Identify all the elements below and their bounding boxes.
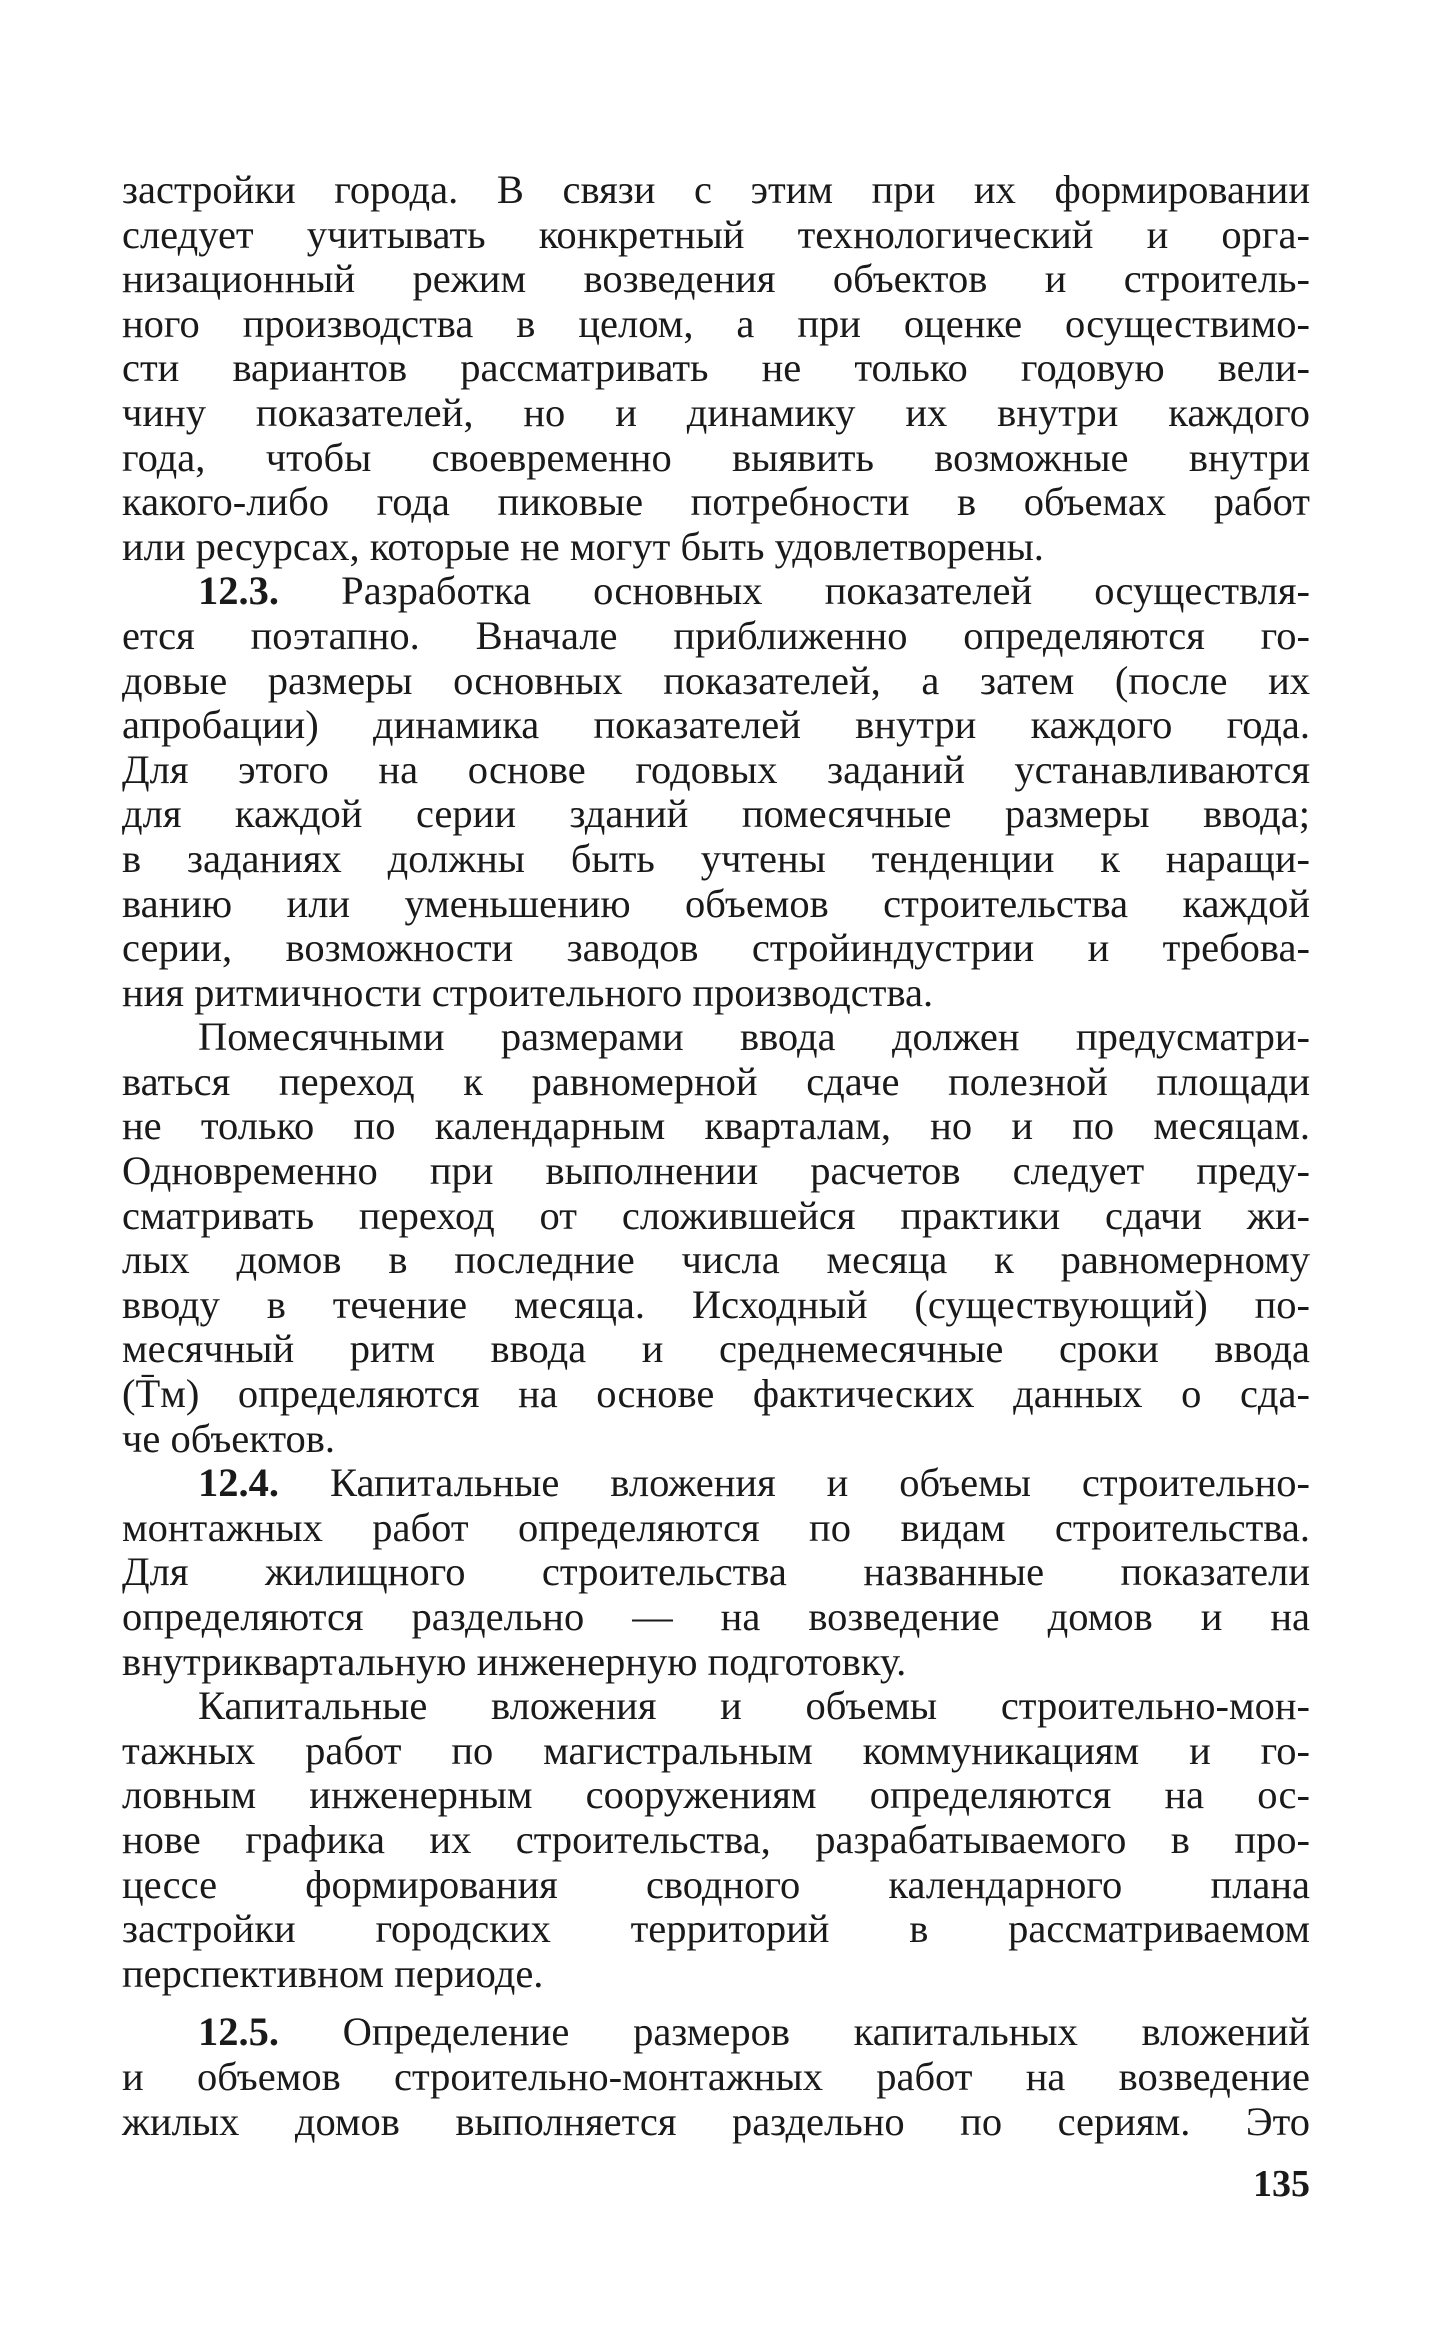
text-line: или ресурсах, которые не могут быть удовлетворены. <box>122 523 1044 569</box>
text-line: и объемов строительно-монтажных работ на возведение <box>122 2053 1310 2099</box>
text-line: ванию или уменьшению объемов строительства каждой <box>122 880 1310 926</box>
text-line: ния ритмичности строительного производства. <box>122 969 934 1015</box>
text-line: для каждой серии зданий помесячные размеры ввода; <box>122 791 1310 837</box>
text-line: (T̄м) определяются на основе фактических данных о сда- <box>122 1371 1310 1417</box>
page-body <box>122 168 1310 2144</box>
text-line: ется поэтапно. Вначале приближенно определяются го- <box>122 612 1310 658</box>
text-line <box>122 569 1310 614</box>
section-number: 12.5. <box>198 2009 279 2055</box>
paragraph-section-12-3 <box>122 569 1310 1015</box>
text-line: лых домов в последние числа месяца к равномерному <box>122 1237 1310 1283</box>
section-number: 12.4. <box>198 1460 279 1506</box>
text-line: довые размеры основных показателей, а затем (после их <box>122 657 1310 703</box>
paragraph-trunk-communications <box>122 1684 1310 1996</box>
text-line: месячный ритм ввода и среднемесячные сроки ввода <box>122 1326 1310 1372</box>
text-line: тажных работ по магистральным коммуникациям и го- <box>122 1727 1310 1773</box>
text-fragment: Капитальные вложения и объемы строительно- <box>279 1460 1310 1506</box>
text-line: застройки городских территорий в рассматриваемом <box>122 1906 1310 1952</box>
text-line: ловным инженерным сооружениям определяются на ос- <box>122 1772 1310 1818</box>
section-number: 12.3. <box>198 568 279 614</box>
text-line: Одновременно при выполнении расчетов следует преду- <box>122 1148 1310 1194</box>
text-line: сти вариантов рассматривать не только годовую вели- <box>122 345 1310 391</box>
text-line: какого-либо года пиковые потребности в объемах работ <box>122 479 1310 525</box>
page-number: 135 <box>1253 2163 1310 2205</box>
text-line: ного производства в целом, а при оценке осуществимо- <box>122 300 1310 346</box>
text-line: внутриквартальную инженерную подготовку. <box>122 1638 907 1684</box>
text-line: нове графика их строительства, разрабатываемого в про- <box>122 1816 1310 1862</box>
text-line: жилых домов выполняется раздельно по сериям. Это <box>122 2098 1310 2144</box>
text-line: Помесячными размерами ввода должен предусматри- <box>198 1014 1310 1060</box>
paragraph-monthly-input <box>122 1015 1310 1461</box>
text-line: ваться переход к равномерной сдаче полезной площади <box>122 1058 1310 1104</box>
text-line: серии, возможности заводов стройиндустрии и требова- <box>122 925 1310 971</box>
text-line: апробации) динамика показателей внутри каждого года. <box>122 702 1310 748</box>
text-line: цессе формирования сводного календарного плана <box>122 1861 1310 1907</box>
text-line: не только по календарным кварталам, но и по месяцам. <box>122 1103 1310 1149</box>
paragraph-section-12-4 <box>122 1461 1310 1684</box>
paragraph-intro <box>122 168 1310 569</box>
text-line: Капитальные вложения и объемы строительно-мон- <box>198 1683 1310 1729</box>
text-line <box>122 2010 1310 2055</box>
text-line: вводу в течение месяца. Исходный (существующий) по- <box>122 1281 1310 1327</box>
text-line: сматривать переход от сложившейся практики сдачи жи- <box>122 1192 1310 1238</box>
text-line: чину показателей, но и динамику их внутри каждого <box>122 389 1310 435</box>
text-line: Для жилищного строительства названные показатели <box>122 1549 1310 1595</box>
text-fragment: Определение размеров капитальных вложений <box>279 2009 1310 2055</box>
text-line: в заданиях должны быть учтены тенденции к наращи- <box>122 835 1310 881</box>
text-line: застройки города. В связи с этим при их формировании <box>122 167 1310 212</box>
text-line <box>122 1461 1310 1506</box>
text-line: года, чтобы своевременно выявить возможные внутри <box>122 434 1310 480</box>
text-line: че объектов. <box>122 1415 336 1461</box>
paragraph-section-12-5 <box>122 2010 1310 2144</box>
text-fragment: Разработка основных показателей осуществля- <box>279 568 1310 614</box>
text-line: монтажных работ определяются по видам строительства. <box>122 1504 1310 1550</box>
text-line: определяются раздельно — на возведение домов и на <box>122 1594 1310 1639</box>
text-line: перспективном периоде. <box>122 1950 544 1996</box>
text-line: низационный режим возведения объектов и строитель- <box>122 256 1310 302</box>
text-line: следует учитывать конкретный технологический и орга- <box>122 211 1310 257</box>
text-line: Для этого на основе годовых заданий устанавливаются <box>122 746 1310 792</box>
